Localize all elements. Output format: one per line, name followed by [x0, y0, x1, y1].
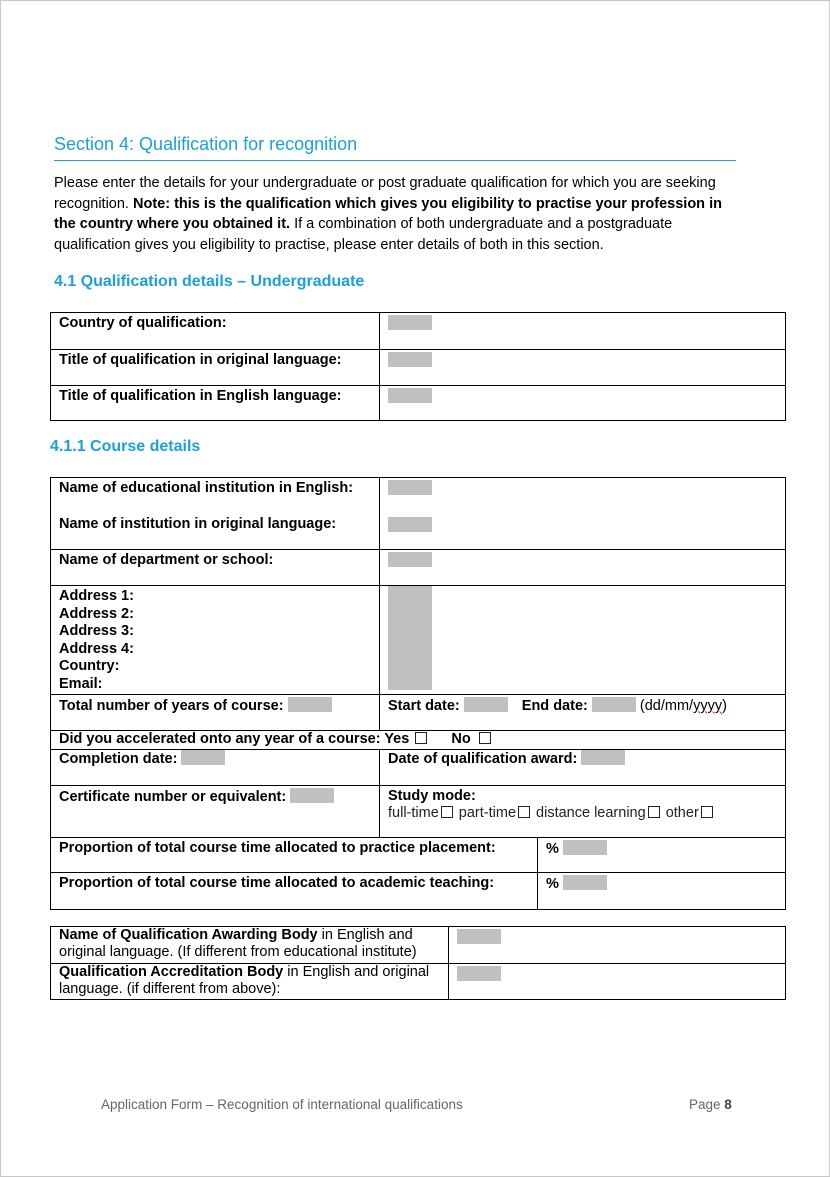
accelerated-label: Did you accelerated onto any year of a course:: [59, 730, 381, 747]
teaching-field[interactable]: [563, 875, 607, 890]
address-2-label: Address 2:: [59, 605, 134, 622]
study-mode-label: Study mode:: [388, 787, 476, 804]
study-mode-cell: [380, 785, 786, 837]
course-heading: 4.1.1 Course details: [50, 438, 201, 455]
address-3-label: Address 3:: [59, 623, 134, 640]
table-row: [51, 730, 786, 749]
distance-learning-label: distance learning: [536, 804, 646, 821]
total-years-label: Total number of years of course:: [59, 697, 284, 714]
intro-text-2: If a combination of both undergraduate and a postgraduate qualification gives you eligibility to practise, please enter details of both in this section.: [54, 216, 673, 253]
certificate-cell: [51, 785, 380, 837]
table-row: [51, 749, 786, 785]
title-english-cell: [380, 386, 786, 421]
intro-paragraph: [54, 173, 744, 255]
section-title: Section 4: Qualification for recognition: [54, 134, 736, 161]
institution-value-cell: [380, 478, 786, 550]
no-label: No: [451, 730, 471, 747]
department-label: Name of department or school:: [51, 550, 380, 586]
completion-date-field[interactable]: [181, 750, 225, 765]
total-years-cell: [51, 694, 380, 730]
awarding-body-cell: [449, 927, 786, 964]
part-time-checkbox[interactable]: [518, 806, 530, 818]
accreditation-body-field[interactable]: [457, 966, 501, 981]
other-checkbox[interactable]: [701, 806, 713, 818]
footer-title: Application Form – Recognition of international qualifications: [101, 1097, 463, 1112]
placement-percent: %: [546, 840, 559, 857]
table-row: [51, 586, 786, 695]
inst-original-label: Name of institution in original language:: [59, 516, 337, 532]
address-field[interactable]: [388, 586, 432, 690]
date-format-hint: (dd/mm/yyyy): [639, 697, 727, 714]
accreditation-body-cell: [449, 964, 786, 1000]
table-row: [51, 550, 786, 586]
other-label: other: [665, 804, 699, 821]
award-date-field[interactable]: [581, 750, 625, 765]
table-row: [51, 964, 786, 1000]
address-1-label: Address 1:: [59, 588, 134, 604]
qualification-table: [50, 312, 786, 421]
table-row: [51, 386, 786, 421]
awarding-body-label: Name of Qualification Awarding Body in English and original language. (If different from educational institute): [51, 927, 449, 964]
footer-page: Page 8: [689, 1097, 732, 1112]
intro-text-1: Please enter the details for your undergraduate or post graduate qualification for which you are seeking recognition.: [54, 175, 716, 212]
full-time-checkbox[interactable]: [441, 806, 453, 818]
title-english-field[interactable]: [388, 388, 432, 403]
inst-english-label: Name of educational institution in English:: [59, 480, 354, 496]
country-cell: [380, 313, 786, 350]
table-row: [51, 478, 786, 550]
title-original-label: Title of qualification in original language:: [51, 350, 380, 386]
address-label-cell: [51, 586, 380, 695]
country-label: Country of qualification:: [51, 313, 380, 350]
accreditation-body-label: Qualification Accreditation Body in English and original language. (if different from above):: [51, 964, 449, 1000]
table-row: [51, 785, 786, 837]
address-country-label: Country:: [59, 658, 120, 675]
no-checkbox[interactable]: [479, 732, 491, 744]
certificate-label: Certificate number or equivalent:: [59, 788, 287, 805]
teaching-percent: %: [546, 875, 559, 892]
award-date-cell: [380, 749, 786, 785]
placement-cell: [538, 837, 786, 872]
department-field[interactable]: [388, 552, 432, 567]
completion-date-label: Completion date:: [59, 750, 178, 767]
awarding-body-field[interactable]: [457, 929, 501, 944]
start-date-field[interactable]: [464, 697, 508, 712]
address-value-cell: [380, 586, 786, 695]
table-row: [51, 872, 786, 909]
title-english-label: Title of qualification in English language:: [51, 386, 380, 421]
address-email-label: Email:: [59, 675, 103, 692]
department-cell: [380, 550, 786, 586]
address-4-label: Address 4:: [59, 640, 134, 657]
bodies-table: [50, 926, 786, 1000]
table-row: [51, 694, 786, 730]
accelerated-cell: [51, 730, 786, 749]
placement-label: Proportion of total course time allocated to practice placement:: [51, 837, 538, 872]
start-date-label: Start date:: [388, 697, 460, 714]
certificate-field[interactable]: [290, 788, 334, 803]
qualification-heading: 4.1 Qualification details – Undergraduate: [54, 273, 365, 290]
total-years-field[interactable]: [288, 697, 332, 712]
distance-learning-checkbox[interactable]: [648, 806, 660, 818]
dates-cell: [380, 694, 786, 730]
table-row: [51, 350, 786, 386]
end-date-field[interactable]: [592, 697, 636, 712]
institution-label-cell: [51, 478, 380, 550]
teaching-cell: [538, 872, 786, 909]
placement-field[interactable]: [563, 840, 607, 855]
yes-label: Yes: [384, 730, 410, 747]
full-time-label: full-time: [388, 804, 439, 821]
title-original-cell: [380, 350, 786, 386]
inst-original-field[interactable]: [388, 517, 432, 532]
course-table: [50, 477, 786, 910]
country-field[interactable]: [388, 315, 432, 330]
study-mode-options: [388, 805, 777, 822]
title-original-field[interactable]: [388, 352, 432, 367]
table-row: [51, 837, 786, 872]
yes-checkbox[interactable]: [415, 732, 427, 744]
end-date-label: End date:: [521, 697, 588, 714]
teaching-label: Proportion of total course time allocated to academic teaching:: [51, 872, 538, 909]
award-date-label: Date of qualification award:: [388, 750, 578, 767]
table-row: [51, 313, 786, 350]
completion-date-cell: [51, 749, 380, 785]
part-time-label: part-time: [458, 804, 517, 821]
table-row: [51, 927, 786, 964]
intro-note: Note: this is the qualification which gives you eligibility to practise your profession in the country where you obtained it.: [54, 195, 722, 232]
inst-english-field[interactable]: [388, 480, 432, 495]
